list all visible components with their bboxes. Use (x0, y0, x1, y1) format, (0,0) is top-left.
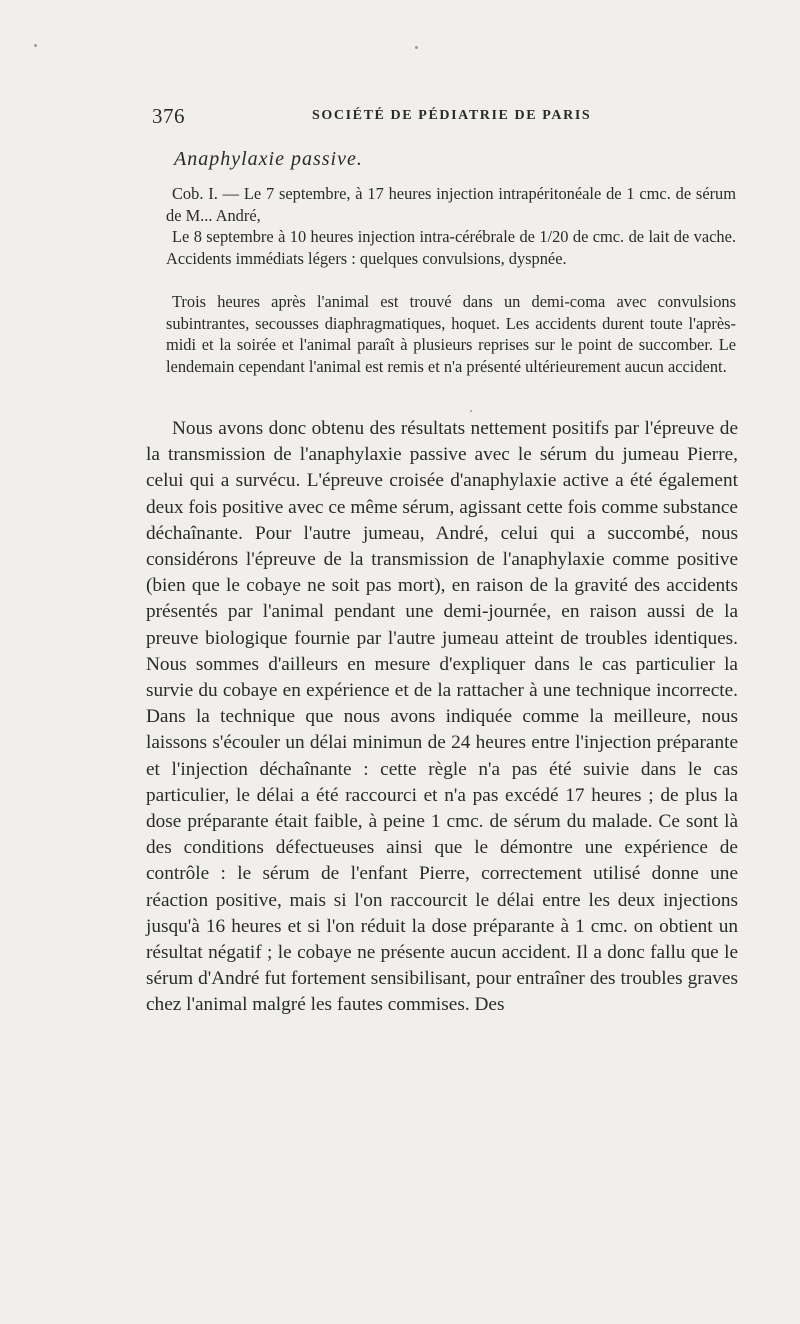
print-speck (415, 46, 418, 49)
page-number: 376 (152, 104, 185, 128)
experiment-paragraph: Le 8 septembre à 10 heures injection intra-cérébrale de 1/20 de cmc. de lait de vache. Accidents immédiats légers : quelques convulsions, dyspnée. (166, 227, 736, 268)
experiment-paragraph: Cob. I. — Le 7 septembre, à 17 heures injection intrapéritonéale de 1 cmc. de sérum de M... André, (166, 184, 736, 225)
experiment-paragraph: Trois heures après l'animal est trouvé dans un demi-coma avec convulsions subintrantes, secousses diaphragmatiques, hoquet. Les accidents durent toute l'après-midi et la soirée et l'animal paraît à plusieurs reprises sur le point de succomber. Le lendemain cependant l'animal est remis et n'a présenté ultérieurement aucun accident. (166, 292, 736, 376)
print-speck (34, 44, 37, 47)
print-speck (470, 410, 472, 412)
page-header (152, 104, 736, 134)
main-paragraph: Nous avons donc obtenu des résultats nettement positifs par l'épreuve de la transmission de l'anaphylaxie passive avec le sérum du jumeau Pierre, celui qui a survécu. L'épreuve croisée d'anaphylaxie active a été également deux fois positive avec ce même sérum, agissant cette fois comme substance déchaînante. Pour l'autre jumeau, André, celui qui a succombé, nous considérons l'épreuve de la transmission de l'anaphylaxie comme positive (bien que le cobaye ne soit pas mort), en raison de la gravité des accidents présentés par l'animal pendant une demi-journée, en raison aussi de la preuve biologique fournie par l'autre jumeau atteint de troubles identiques. Nous sommes d'ailleurs en mesure d'expliquer dans le cas particulier la survie du cobaye en expérience et de la rattacher à une technique incorrecte. Dans la technique que nous avons indiquée comme la meilleure, nous laissons s'écouler un délai minimun de 24 heures entre l'injection préparante et l'injection déchaînante : cette règle n'a pas été suivie dans le cas particulier, le délai a été raccourci et n'a pas excédé 17 heures ; de plus la dose préparante était faible, à peine 1 cmc. de sérum du malade. Ce sont là des conditions défectueuses ainsi que le démontre une expérience de contrôle : le sérum de l'enfant Pierre, correctement utilisé donne une réaction positive, mais si l'on raccourcit le délai entre les deux injections jusqu'à 16 heures et si l'on réduit la dose préparante à 1 cmc. on obtient un résultat négatif ; le cobaye ne présente aucun accident. Il a donc fallu que le sérum d'André fut fortement sensibilisant, pour entraîner des troubles graves chez l'animal malgré les fautes commises. Des (146, 418, 738, 1016)
running-head: SOCIÉTÉ DE PÉDIATRIE DE PARIS (312, 108, 592, 123)
section-title: Anaphylaxie passive. (174, 148, 363, 170)
